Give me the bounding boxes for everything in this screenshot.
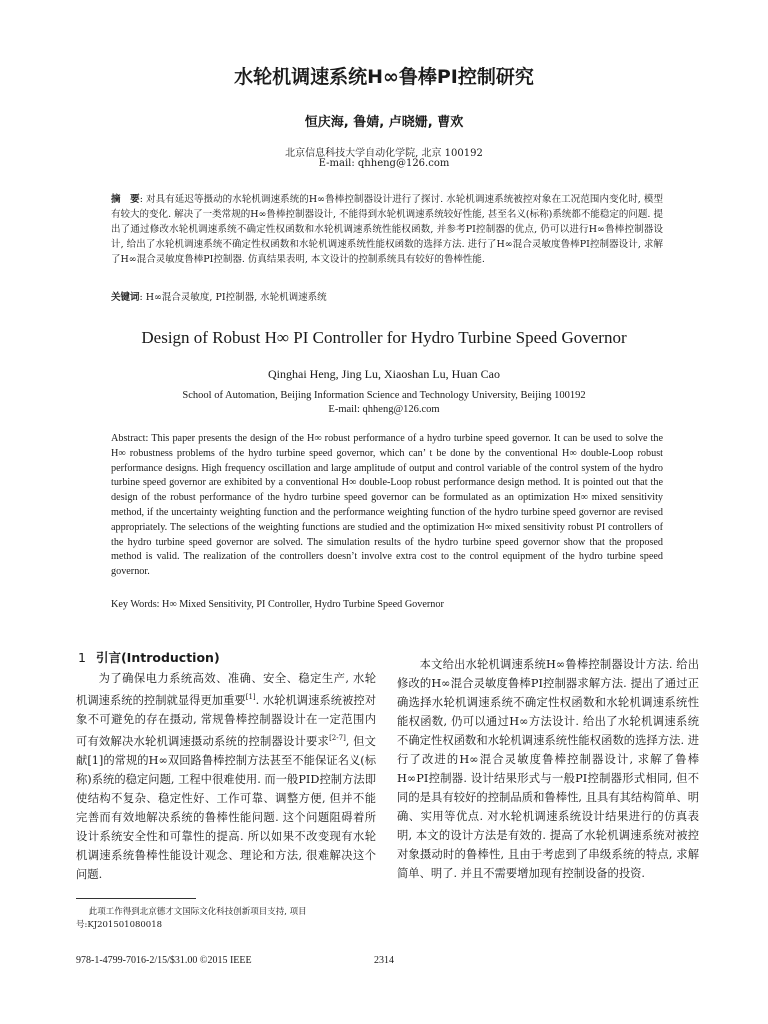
intro-text-part2: . 水轮机调速系统被控对象不可避免的存在摄动, 常规鲁棒控制器设计在一定范围内可有效解决水轮机调速摄动系统的控制器设计要求 (76, 693, 376, 748)
chinese-keywords-text: : H∞混合灵敏度, PI控制器, 水轮机调速系统 (139, 292, 327, 303)
chinese-keywords (111, 290, 663, 305)
english-authors: Qinghai Heng, Jing Lu, Xiaoshan Lu, Huan Cao (268, 367, 500, 381)
intro-paragraph-1 (76, 669, 376, 884)
section-heading (78, 648, 220, 666)
english-email: E-mail: qhheng@126.com (328, 404, 440, 415)
footnote-divider (76, 898, 196, 899)
chinese-authors: 恒庆海, 鲁婧, 卢晓姗, 曹欢 (304, 115, 464, 130)
section-number: 1 (78, 650, 86, 665)
intro-text-part1: 为了确保电力系统高效、准确、安全、稳定生产, 水轮机调速系统的控制就显得更加重要 (76, 672, 376, 707)
footnote: 此项工作得到北京德才文国际文化科技创新项目支持, 项目号:KJ201501080018 (76, 907, 307, 930)
chinese-affiliation: 北京信息科技大学自动化学院, 北京 100192 (285, 148, 483, 159)
chinese-keywords-label: 关键词 (111, 292, 140, 303)
citation-ref: [1] (245, 693, 256, 701)
english-abstract: Abstract: This paper presents the design of the H∞ robust performance of a hydro turbine speed governor. It can be used to solve the H∞ robustness problems of the hydro turbine speed governor, which can’ t be done by the conventional H∞ double-Loop robust performance designs. High frequency oscillation and large amplitude of output and control variable of the control system of the hydro turbine speed governor are exhibited by a conventional H∞ double-Loop robust performance design method. It is pointed out that the design of the robust performance of the hydro turbine speed governor can be formulated as an optimization H∞ mixed sensitivity method, if the uncertainty weighting function and the performance weighting function of the hydro turbine speed governor are revised appropriately. The selections of the weighting functions are studied and the optimization H∞ mixed sensitivity robust PI controllers of the hydro turbine speed governor are solved. The simulation results of the hydro turbine speed governor show that the proposed method is valid. The realization of the controllers doesn’t involve extra cost to the control equipment of the hydro turbine speed governor. (111, 433, 663, 578)
english-affiliation: School of Automation, Beijing Information Science and Technology University, Beijing 100192 (182, 390, 586, 401)
english-title: Design of Robust H∞ PI Controller for Hydro Turbine Speed Governor (141, 328, 627, 347)
intro-text-part3: , 但文献[1]的常规的H∞双回路鲁棒控制方法甚至不能保证名义(标称)系统的稳定问题, 工程中很难使用. 而一般PID控制方法即使结构不复杂、稳定性好、工作可靠、调整方便, 但并不能完善而有效地解决系统的鲁棒性能问题. 这个问题阻碍着所设计系统安全性和可靠性的提高. 所以如果不改变现有水轮机调速系统鲁棒性能设计观念、理论和方法, 很难解决这个问题. (76, 734, 376, 881)
chinese-abstract-text: : 对具有延迟等摄动的水轮机调速系统的H∞鲁棒控制器设计进行了探讨. 水轮机调速系统被控对象在工况范围内变化时, 模型有较大的变化. 解决了一类常规的H∞鲁棒控制器设计, 不能得到水轮机调速系统较好性能, 甚至名义(标称)系统都不能稳定的问题. 提出了通过修改水轮机调速系统不确定性权函数和水轮机调速系统性能权函数, 并参考PI控制器的优点, 仍可以进行H∞鲁棒控制器设计, 给出了水轮机调速系统不确定性权函数和水轮机调速系统性能权函数的选择方法. 进行了H∞混合灵敏度鲁棒PI控制器设计, 求解了H∞混合灵敏度鲁棒PI控制器. 仿真结果表明, 本文设计的控制系统具有较好的鲁棒性能. (111, 194, 663, 265)
page-number: 2314 (374, 955, 394, 966)
intro-paragraph-2: 本文给出水轮机调速系统H∞鲁棒控制器设计方法. 给出修改的H∞混合灵敏度鲁棒PI控制器求解方法. 提出了通过正确选择水轮机调速系统不确定性权函数和水轮机调速系统性能权函数, 仍可以通过H∞方法设计. 给出了水轮机调速系统不确定性权函数和水轮机调速系统性能权函数的选择方法. 进行了改进的H∞混合灵敏度鲁棒控制器设计, 求解了鲁棒H∞PI控制器. 设计结果形式与一般PI控制器形式相同, 但不同的是具有较好的控制品质和鲁棒性, 且具有其结构简单、明确、实用等优点. 对水轮机调速系统设计结果进行的仿真表明, 本文的设计方法是有效的. 提高了水轮机调速系统对被控对象摄动时的鲁棒性, 且由于考虑到了串级系统的特点, 求解简单、明了. 并且不需要增加现有控制设备的投资. (397, 658, 699, 880)
english-keywords: Key Words: H∞ Mixed Sensitivity, PI Controller, Hydro Turbine Speed Governor (111, 599, 444, 610)
right-column (397, 655, 699, 883)
isbn-copyright: 978-1-4799-7016-2/15/$31.00 ©2015 IEEE (76, 955, 252, 966)
left-column (76, 669, 376, 884)
chinese-abstract-label: 摘 要 (111, 194, 140, 205)
chinese-abstract (111, 192, 663, 267)
chinese-title: 水轮机调速系统H∞鲁棒PI控制研究 (234, 66, 534, 88)
chinese-email: E-mail: qhheng@126.com (318, 158, 450, 169)
section-title: 引言(Introduction) (95, 650, 220, 665)
citation-ref: [2-7] (329, 733, 346, 742)
